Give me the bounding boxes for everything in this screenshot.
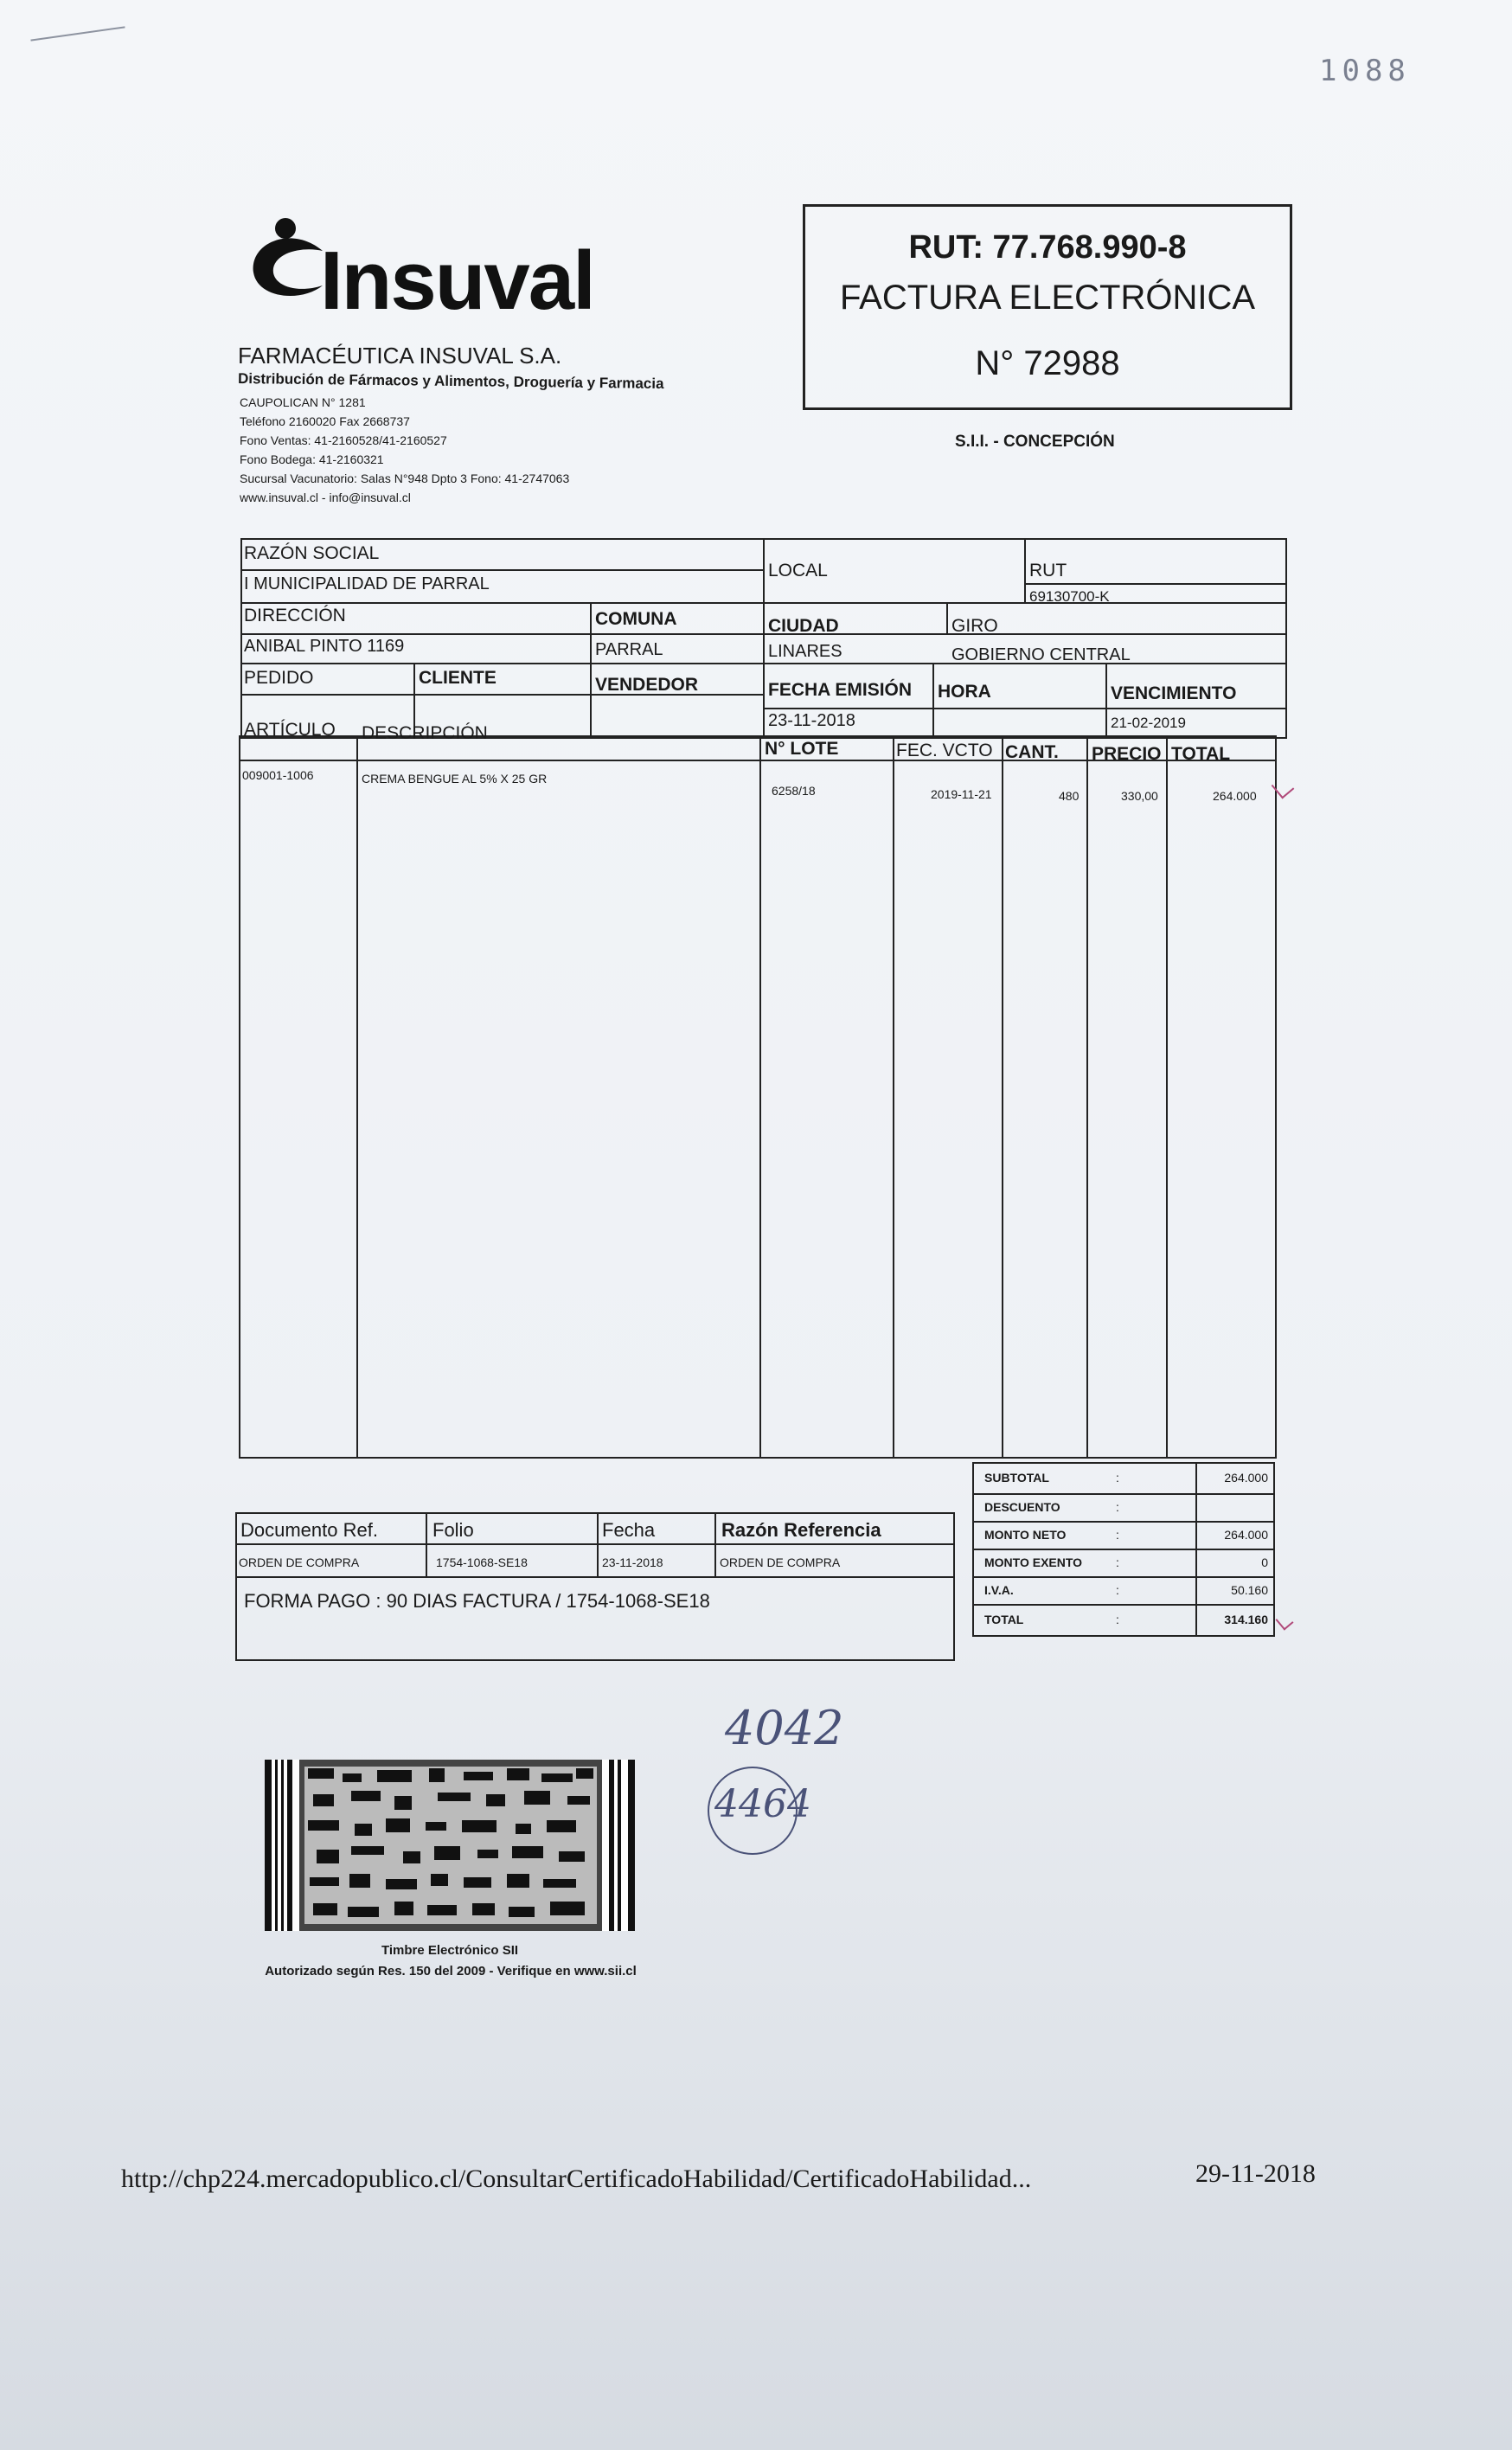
subtotal-label: SUBTOTAL xyxy=(984,1471,1049,1485)
ref-cell-documento: ORDEN DE COMPRA xyxy=(239,1555,360,1569)
barcode-icon xyxy=(265,1760,635,1931)
col-header-precio: PRECIO xyxy=(1092,744,1162,764)
monto-exento-sep: : xyxy=(1116,1555,1119,1569)
ref-header-fecha: Fecha xyxy=(602,1519,656,1541)
cell-descripcion: CREMA BENGUE AL 5% X 25 GR xyxy=(362,772,548,786)
corner-stamp: 1088 xyxy=(1319,54,1411,88)
monto-neto-label: MONTO NETO xyxy=(984,1528,1067,1542)
company-line: Fono Bodega: 41-2160321 xyxy=(240,452,384,466)
ciudad-value: LINARES xyxy=(768,642,842,661)
col-header-vcto: FEC. VCTO xyxy=(896,741,993,760)
total-label: TOTAL xyxy=(984,1613,1024,1626)
iva-label: I.V.A. xyxy=(984,1583,1014,1597)
descuento-label: DESCUENTO xyxy=(984,1500,1060,1514)
cell-precio: 330,00 xyxy=(1121,789,1158,803)
iva-value: 50.160 xyxy=(1231,1583,1268,1597)
col-header-descripcion: DESCRIPCIÓN xyxy=(362,723,488,743)
cell-vcto: 2019-11-21 xyxy=(931,787,992,801)
ref-cell-fecha: 23-11-2018 xyxy=(602,1555,663,1569)
razon-social-label: RAZÓN SOCIAL xyxy=(244,543,380,563)
company-name: FARMACÉUTICA INSUVAL S.A. xyxy=(238,343,562,369)
giro-label: GIRO xyxy=(951,616,998,636)
ref-header-razon: Razón Referencia xyxy=(721,1519,881,1541)
pdf417-barcode xyxy=(265,1760,635,1931)
cliente-label: CLIENTE xyxy=(419,668,497,688)
ciudad-label: CIUDAD xyxy=(768,616,839,636)
local-label: LOCAL xyxy=(768,561,828,580)
vencimiento-label: VENCIMIENTO xyxy=(1111,683,1237,703)
invoice-number: N° 72988 xyxy=(975,344,1120,382)
footer-url: http://chp224.mercadopublico.cl/ConsultarCertificadoHabilidad/CertificadoHabilidad... xyxy=(121,2165,1032,2193)
descuento-sep: : xyxy=(1116,1500,1119,1514)
stamp-subtitle: Autorizado según Res. 150 del 2009 - Verifique en www.sii.cl xyxy=(265,1964,637,1979)
client-rut-label: RUT xyxy=(1029,561,1067,580)
vencimiento-value: 21-02-2019 xyxy=(1111,715,1186,731)
fecha-emision-value: 23-11-2018 xyxy=(768,711,855,730)
comuna-value: PARRAL xyxy=(595,640,663,659)
col-header-articulo: ARTÍCULO xyxy=(244,720,336,740)
razon-social-value: I MUNICIPALIDAD DE PARRAL xyxy=(244,574,490,593)
cell-lote: 6258/18 xyxy=(772,784,816,798)
logo-text: Insuval xyxy=(320,234,594,327)
items-table xyxy=(239,735,1277,1459)
checkmark-icon xyxy=(1275,1612,1293,1630)
direccion-value: ANIBAL PINTO 1169 xyxy=(244,637,405,656)
direccion-label: DIRECCIÓN xyxy=(244,606,346,625)
cell-articulo: 009001-1006 xyxy=(242,768,314,782)
handwritten-circled-number: 4464 xyxy=(714,1782,811,1826)
client-rut-value: 69130700-K xyxy=(1029,588,1110,605)
monto-neto-value: 264.000 xyxy=(1224,1528,1268,1542)
ref-cell-razon: ORDEN DE COMPRA xyxy=(720,1555,841,1569)
vendedor-label: VENDEDOR xyxy=(595,675,699,695)
cell-cant: 480 xyxy=(1059,789,1080,803)
subtotal-value: 264.000 xyxy=(1224,1471,1268,1485)
cell-total: 264.000 xyxy=(1213,789,1257,803)
col-header-lote: N° LOTE xyxy=(765,739,839,759)
hora-label: HORA xyxy=(938,682,991,702)
pedido-label: PEDIDO xyxy=(244,668,314,688)
monto-exento-label: MONTO EXENTO xyxy=(984,1555,1083,1569)
sii-office: S.I.I. - CONCEPCIÓN xyxy=(955,433,1115,451)
corner-mark xyxy=(30,26,125,41)
handwritten-number: 4042 xyxy=(725,1701,844,1755)
monto-exento-value: 0 xyxy=(1261,1555,1268,1569)
company-line: Teléfono 2160020 Fax 2668737 xyxy=(240,414,410,428)
company-line: CAUPOLICAN N° 1281 xyxy=(240,395,366,409)
total-sep: : xyxy=(1116,1613,1119,1626)
payment-terms: FORMA PAGO : 90 DIAS FACTURA / 1754-1068-SE18 xyxy=(244,1590,710,1612)
company-tagline: Distribución de Fármacos y Alimentos, Droguería y Farmacia xyxy=(237,370,664,393)
footer-date: 29-11-2018 xyxy=(1195,2159,1316,2188)
col-header-total: TOTAL xyxy=(1171,744,1231,764)
company-line: Sucursal Vacunatorio: Salas N°948 Dpto 3 Fono: 41-2747063 xyxy=(240,471,570,485)
company-line: Fono Ventas: 41-2160528/41-2160527 xyxy=(240,433,447,447)
stamp-title: Timbre Electrónico SII xyxy=(381,1943,519,1958)
ref-header-documento: Documento Ref. xyxy=(240,1519,378,1541)
iva-sep: : xyxy=(1116,1583,1119,1597)
ref-header-folio: Folio xyxy=(432,1519,474,1541)
subtotal-sep: : xyxy=(1116,1471,1119,1485)
issuer-rut: RUT: 77.768.990-8 xyxy=(908,229,1187,266)
col-header-cant: CANT. xyxy=(1005,742,1059,762)
document-type: FACTURA ELECTRÓNICA xyxy=(839,279,1256,317)
ref-cell-folio: 1754-1068-SE18 xyxy=(436,1555,528,1569)
fecha-emision-label: FECHA EMISIÓN xyxy=(768,680,913,700)
total-value: 314.160 xyxy=(1224,1613,1268,1626)
giro-value: GOBIERNO CENTRAL xyxy=(951,645,1131,664)
comuna-label: COMUNA xyxy=(595,609,677,629)
monto-neto-sep: : xyxy=(1116,1528,1119,1542)
company-line: www.insuval.cl - info@insuval.cl xyxy=(240,491,411,504)
